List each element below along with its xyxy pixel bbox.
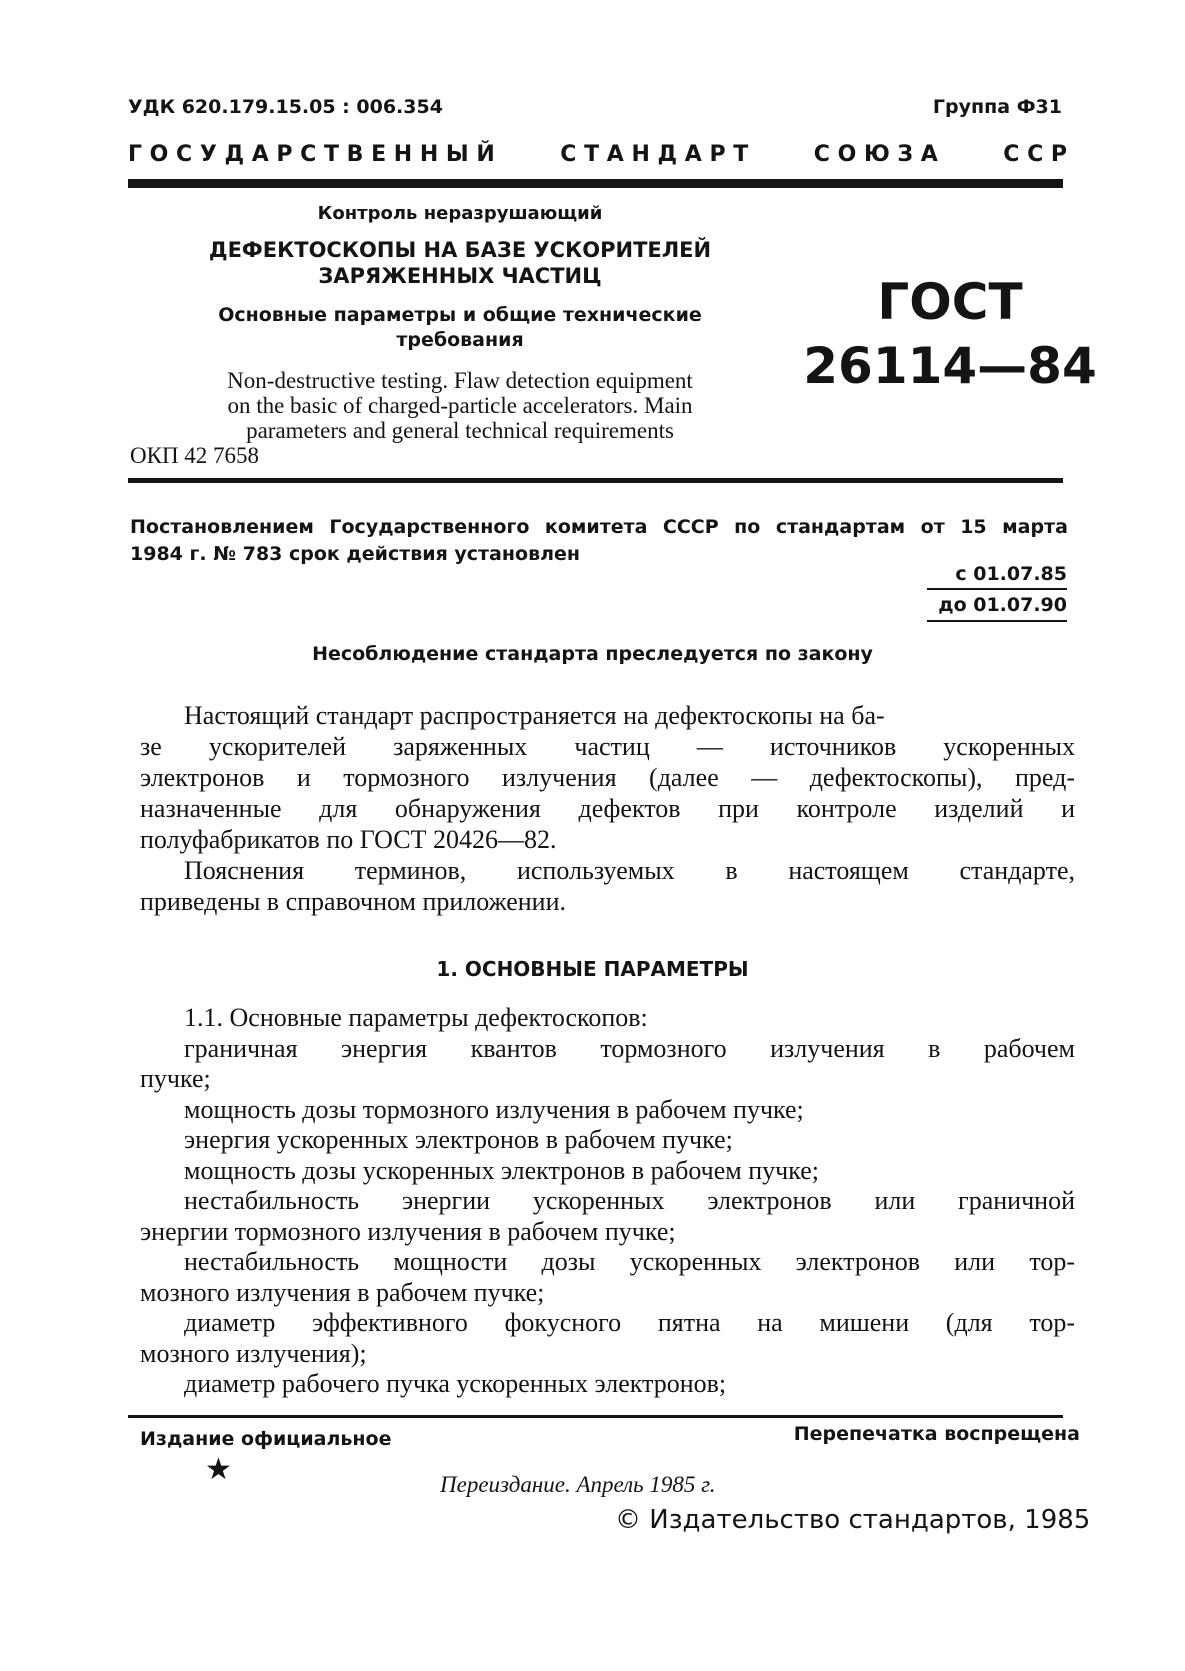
list-item: диаметр эффективного фокусного пятна на мишени (для тор-: [184, 1308, 1075, 1337]
text-line: [140, 700, 1075, 731]
legal-notice: Несоблюдение стандарта преследуется по закону: [312, 643, 873, 665]
valid-from-date: с 01.07.85: [955, 563, 1067, 585]
state-standard-heading: [128, 142, 1067, 167]
subtitle-line-2: требования: [396, 329, 524, 351]
decree-word: комитета: [544, 516, 648, 538]
decree-word: марта: [1002, 516, 1068, 538]
list-item: диаметр рабочего пучка ускоренных электронов;: [184, 1369, 727, 1398]
text-line: Пояснения терминов, используемых в настоящем стандарте,: [184, 856, 1075, 885]
title-main-line-1: ДЕФЕКТОСКОПЫ НА БАЗЕ УСКОРИТЕЛЕЙ: [208, 238, 712, 262]
state-word-4: С С Р: [1003, 142, 1067, 167]
gost-designation: [800, 270, 1100, 398]
state-word-3: С О Ю З А: [813, 142, 938, 167]
state-word-2: С Т А Н Д А Р Т: [560, 142, 749, 167]
list-item: мощность дозы ускоренных электронов в рабочем пучке;: [184, 1155, 819, 1185]
decree-word: стандартам: [775, 516, 906, 538]
parameters-list: [140, 1003, 1075, 1400]
intro-paragraph-1: [140, 700, 1075, 855]
okp-code: ОКП 42 7658: [130, 443, 260, 468]
decree-word: 15: [960, 516, 987, 538]
title-subtitle: [160, 303, 760, 353]
date-underline-2: [927, 620, 1067, 622]
text-span: Настоящий стандарт распространяется на дефектоскопы на ба-: [184, 701, 885, 730]
valid-to-date: до 01.07.90: [938, 594, 1067, 616]
list-item: энергии тормозного излучения в рабочем пучке;: [140, 1216, 676, 1246]
section-1-heading: 1. ОСНОВНЫЕ ПАРАМЕТРЫ: [436, 957, 749, 981]
list-item: пучке;: [140, 1064, 211, 1093]
gost-number: 26114—84: [803, 337, 1097, 395]
english-title-line-1: Non-destructive testing. Flaw detection equipment: [227, 368, 693, 393]
title-main: [160, 237, 760, 289]
title-main-line-2: ЗАРЯЖЕННЫХ ЧАСТИЦ: [318, 264, 602, 288]
decree-word: Государственного: [329, 516, 530, 538]
title-line-1: Контроль неразрушающий: [317, 203, 603, 224]
subtitle-line-1: Основные параметры и общие технические: [218, 304, 702, 326]
intro-text: [140, 700, 1075, 917]
decree-word: от: [920, 516, 945, 538]
official-edition: Издание официальное: [140, 1428, 392, 1450]
list-item: граничная энергия квантов тормозного излучения в рабочем: [184, 1033, 1075, 1063]
state-word-1: Г О С У Д А Р С Т В Е Н Н Ы Й: [128, 142, 495, 167]
list-item: мощность дозы тормозного излучения в рабочем пучке;: [184, 1094, 804, 1124]
intro-paragraph-2: [140, 855, 1075, 917]
top-rule: [128, 179, 1063, 188]
group-code: Группа Ф31: [932, 96, 1062, 118]
decree-text: [130, 514, 1068, 568]
gost-label: ГОСТ: [877, 273, 1023, 331]
list-item: нестабильность мощности дозы ускоренных электронов или тор-: [184, 1247, 1075, 1276]
decree-word: СССР: [662, 516, 719, 538]
text-line: зе ускорителей заряженных частиц — источников ускоренных: [140, 732, 1075, 761]
text-line: приведены в справочном приложении.: [140, 887, 567, 916]
text-line: электронов и тормозного излучения (далее — дефектоскопы), пред-: [140, 763, 1075, 792]
english-title: [160, 368, 760, 443]
list-item: мозного излучения);: [140, 1338, 367, 1368]
decree-word: Постановлением: [130, 516, 314, 538]
english-title-line-2: on the basic of charged-particle accelerators. Main: [227, 393, 693, 418]
title-bottom-rule: [128, 478, 1063, 483]
decree-word: по: [734, 516, 761, 538]
decree-line-2: 1984 г. № 783 срок действия установлен: [130, 543, 581, 565]
list-item: нестабильность энергии ускоренных электронов или граничной: [184, 1186, 1075, 1215]
text-line: назначенные для обнаружения дефектов при контроле изделий и: [140, 794, 1075, 823]
text-line: полуфабрикатов по ГОСТ 20426—82.: [140, 825, 557, 854]
date-underline-1: [927, 588, 1067, 590]
udk-code: УДК 620.179.15.05 : 006.354: [128, 96, 443, 118]
star-icon: ★: [205, 1453, 232, 1486]
reprint-prohibited: Перепечатка воспрещена: [793, 1423, 1080, 1445]
reissue-note: Переиздание. Апрель 1985 г.: [440, 1472, 716, 1497]
footer-rule: [128, 1415, 1063, 1418]
english-title-line-3: parameters and general technical requirements: [246, 418, 674, 443]
list-item: 1.1. Основные параметры дефектоскопов:: [184, 1003, 648, 1032]
decree-line-1: [130, 514, 1068, 541]
list-item: мозного излучения в рабочем пучке;: [140, 1277, 545, 1307]
copyright: © Издательство стандартов, 1985: [615, 1505, 1091, 1535]
list-item: энергия ускоренных электронов в рабочем пучке;: [184, 1125, 733, 1154]
